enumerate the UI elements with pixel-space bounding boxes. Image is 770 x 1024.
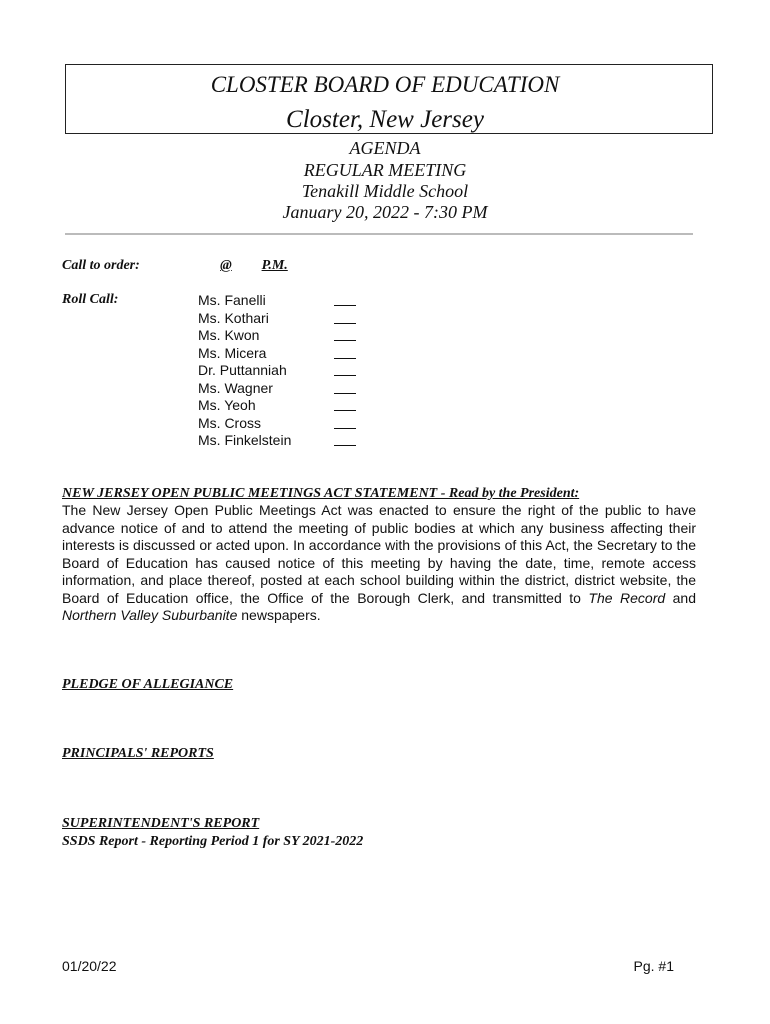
roll-call-member bbox=[198, 292, 358, 310]
attendance-blank bbox=[334, 358, 356, 359]
meeting-venue: Tenakill Middle School bbox=[301, 181, 469, 201]
roll-call-label: Roll Call: bbox=[62, 292, 119, 307]
member-name: Ms. Kothari bbox=[198, 309, 269, 326]
attendance-blank bbox=[334, 410, 356, 411]
pm-label: P.M. bbox=[261, 258, 288, 273]
opma-text-end: newspapers. bbox=[237, 607, 321, 623]
member-name: Ms. Kwon bbox=[198, 327, 260, 343]
opma-and: and bbox=[665, 589, 697, 606]
attendance-blank bbox=[334, 305, 356, 306]
roll-call-member bbox=[198, 415, 358, 433]
attendance-blank bbox=[334, 340, 356, 341]
attendance-blank bbox=[334, 393, 356, 394]
divider bbox=[65, 233, 693, 235]
roll-call-member bbox=[198, 380, 358, 398]
roll-call-member bbox=[198, 345, 358, 363]
roll-call-member bbox=[198, 327, 358, 345]
roll-call-member bbox=[198, 362, 358, 380]
call-to-order-blank: @ bbox=[220, 258, 232, 273]
member-name: Ms. Cross bbox=[198, 414, 261, 431]
roll-call-list bbox=[198, 292, 358, 450]
meeting-datetime: January 20, 2022 - 7:30 PM bbox=[282, 202, 488, 222]
superintendent-heading: SUPERINTENDENT'S REPORT bbox=[62, 816, 260, 831]
member-name: Ms. Yeoh bbox=[198, 397, 256, 413]
attendance-blank bbox=[334, 375, 356, 376]
roll-call-member bbox=[198, 397, 358, 415]
board-title: CLOSTER BOARD OF EDUCATION bbox=[210, 72, 560, 97]
opma-heading: NEW JERSEY OPEN PUBLIC MEETINGS ACT STATEMENT - Read by the President: bbox=[62, 486, 580, 501]
call-to-order bbox=[62, 258, 288, 274]
member-name: Ms. Wagner bbox=[198, 379, 273, 396]
member-name: Ms. Micera bbox=[198, 344, 267, 361]
ssds-report: SSDS Report - Reporting Period 1 for SY 2021-2022 bbox=[62, 834, 364, 849]
board-location: Closter, New Jersey bbox=[286, 106, 484, 133]
newspaper-suburbanite: Northern Valley Suburbanite bbox=[62, 607, 238, 623]
roll-call-member bbox=[198, 310, 358, 328]
member-name: Dr. Puttanniah bbox=[198, 362, 287, 378]
attendance-blank bbox=[334, 445, 356, 446]
attendance-blank bbox=[334, 323, 356, 324]
principals-heading: PRINCIPALS' REPORTS bbox=[62, 746, 214, 761]
member-name: Ms. Finkelstein bbox=[198, 432, 292, 448]
pledge-heading: PLEDGE OF ALLEGIANCE bbox=[62, 677, 234, 692]
opma-statement bbox=[62, 502, 696, 625]
call-to-order-label: Call to order: bbox=[62, 258, 140, 273]
attendance-blank bbox=[334, 428, 356, 429]
opma-text: The New Jersey Open Public Meetings Act was enacted to ensure the right of the public to have advance notice of and to attend the meeting of public bodies at which any business affecting their interests is discussed or acted upon. In accordance with the provisions of this Act, the Secretary to the Board of Education has caused notice of this meeting by having the date, time, remote access information, and place thereof, posted at each school building within the district, district website, the Board of Education office, the Office of the Borough Clerk, and transmitted to bbox=[62, 502, 696, 606]
roll-call-member bbox=[198, 432, 358, 450]
member-name: Ms. Fanelli bbox=[198, 292, 266, 308]
meeting-type: REGULAR MEETING bbox=[303, 160, 467, 180]
newspaper-record: The Record bbox=[588, 589, 666, 606]
footer-date: 01/20/22 bbox=[62, 958, 117, 974]
footer-page: Pg. #1 bbox=[633, 958, 674, 974]
agenda-label: AGENDA bbox=[349, 138, 421, 158]
